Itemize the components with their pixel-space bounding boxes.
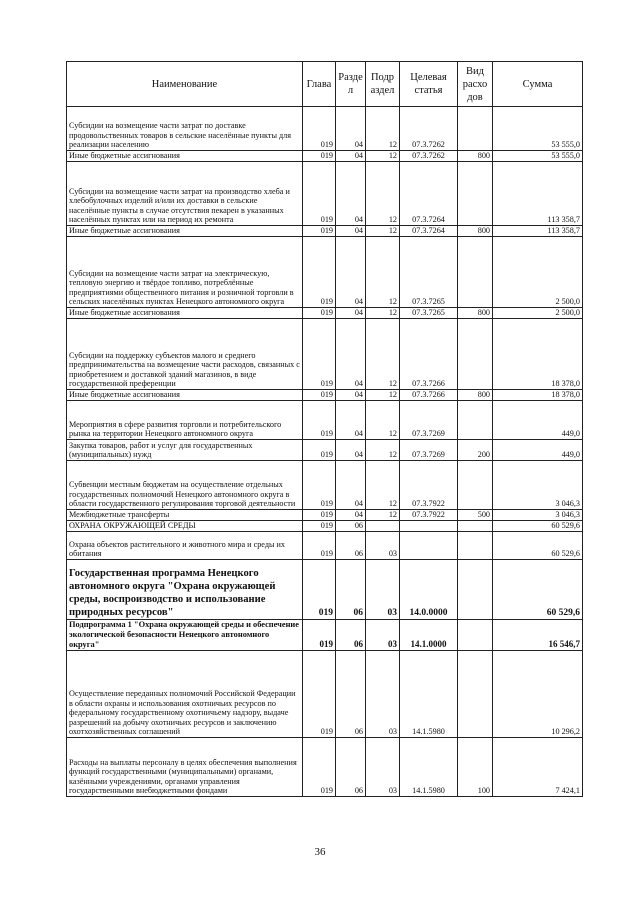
table-row <box>67 521 583 532</box>
table-cell-razdel: 06 <box>336 738 366 797</box>
table-cell-glava: 019 <box>303 308 336 319</box>
table-cell-glava: 019 <box>303 319 336 390</box>
table-cell-name: Подпрограмма 1 "Охрана окружающей среды и обеспечение экологической безопасности Ненецкого автономного округа" <box>67 620 303 651</box>
table-cell-glava: 019 <box>303 738 336 797</box>
table-cell-podrazdel: 03 <box>366 651 400 738</box>
table-cell-statya: 07.3.7269 <box>400 401 458 440</box>
table-cell-name: Осуществление переданных полномочий Российской Федерации в области охраны и использования охотничьих ресурсов по федеральному государственному охотничьему надзору, выдаче разрешений на добычу охотничьих ресурсов и заключению охотхозяйственных соглашений <box>67 651 303 738</box>
table-cell-vid <box>458 319 493 390</box>
table-cell-podrazdel: 12 <box>366 308 400 319</box>
table-cell-podrazdel: 12 <box>366 401 400 440</box>
header-summa: Сумма <box>493 62 583 107</box>
table-cell-name: ОХРАНА ОКРУЖАЮЩЕЙ СРЕДЫ <box>67 521 303 532</box>
table-cell-statya: 07.3.7266 <box>400 390 458 401</box>
table-cell-podrazdel: 12 <box>366 510 400 521</box>
table-cell-summa: 53 555,0 <box>493 151 583 162</box>
table-cell-vid: 200 <box>458 440 493 461</box>
table-cell-summa: 60 529,6 <box>493 560 583 620</box>
table-cell-vid: 800 <box>458 390 493 401</box>
table-cell-podrazdel: 12 <box>366 440 400 461</box>
table-cell-name: Субсидии на возмещение части затрат на производство хлеба и хлебобулочных изделий и/или их доставки в сельские населённые пункты в случае отсутствия пекарен в указанных населённых пунктах или на период их ремонта <box>67 162 303 226</box>
table-header-row <box>67 62 583 107</box>
table-cell-razdel: 04 <box>336 308 366 319</box>
table-row <box>67 107 583 151</box>
table-cell-summa: 60 529,6 <box>493 521 583 532</box>
table-cell-name: Охрана объектов растительного и животного мира и среды их обитания <box>67 532 303 560</box>
table-cell-statya: 07.3.7264 <box>400 162 458 226</box>
table-row <box>67 401 583 440</box>
table-cell-vid <box>458 532 493 560</box>
table-cell-glava: 019 <box>303 532 336 560</box>
table-cell-name: Расходы на выплаты персоналу в целях обеспечения выполнения функций государственными (муниципальными) органами, казёнными учреждениями, органами управления государственными внебюджетными фондами <box>67 738 303 797</box>
table-cell-podrazdel: 03 <box>366 738 400 797</box>
table-cell-vid <box>458 521 493 532</box>
table-cell-summa: 18 378,0 <box>493 319 583 390</box>
table-cell-podrazdel: 12 <box>366 151 400 162</box>
table-cell-summa: 18 378,0 <box>493 390 583 401</box>
table-cell-statya <box>400 532 458 560</box>
table-row <box>67 738 583 797</box>
table-cell-summa: 449,0 <box>493 401 583 440</box>
table-cell-name: Иные бюджетные ассигнования <box>67 308 303 319</box>
table-cell-razdel: 04 <box>336 151 366 162</box>
header-podrazdel: Подр аздел <box>366 62 400 107</box>
table-cell-summa: 7 424,1 <box>493 738 583 797</box>
table-cell-statya: 07.3.7262 <box>400 107 458 151</box>
table-cell-statya: 07.3.7266 <box>400 319 458 390</box>
table-cell-razdel: 04 <box>336 237 366 308</box>
table-cell-razdel: 04 <box>336 510 366 521</box>
table-cell-name: Межбюджетные трансферты <box>67 510 303 521</box>
table-cell-name: Закупка товаров, работ и услуг для государственных (муниципальных) нужд <box>67 440 303 461</box>
table-cell-vid <box>458 401 493 440</box>
table-cell-vid <box>458 620 493 651</box>
table-row <box>67 390 583 401</box>
table-cell-razdel: 04 <box>336 461 366 510</box>
header-glava: Глава <box>303 62 336 107</box>
table-cell-glava: 019 <box>303 226 336 237</box>
table-cell-summa: 16 546,7 <box>493 620 583 651</box>
table-cell-razdel: 06 <box>336 620 366 651</box>
table-cell-podrazdel: 03 <box>366 560 400 620</box>
table-cell-name: Субвенции местным бюджетам на осуществление отдельных государственных полномочий Ненецкого автономного округа в области государственного регулирования торговой деятельности <box>67 461 303 510</box>
table-cell-name: Иные бюджетные ассигнования <box>67 151 303 162</box>
table-body <box>67 107 583 797</box>
table-cell-statya: 07.3.7922 <box>400 510 458 521</box>
budget-table <box>66 61 583 797</box>
table-cell-razdel: 06 <box>336 532 366 560</box>
table-cell-statya: 14.1.0000 <box>400 620 458 651</box>
table-cell-summa: 113 358,7 <box>493 226 583 237</box>
table-cell-summa: 3 046,3 <box>493 461 583 510</box>
table-row <box>67 162 583 226</box>
table-cell-vid <box>458 651 493 738</box>
table-cell-name: Субсидии на возмещение части затрат по доставке продовольственных товаров в сельские населённые пункты для реализации населению <box>67 107 303 151</box>
table-cell-razdel: 04 <box>336 226 366 237</box>
table-row <box>67 319 583 390</box>
header-vid: Вид расхо дов <box>458 62 493 107</box>
table-cell-podrazdel: 12 <box>366 162 400 226</box>
table-cell-glava: 019 <box>303 162 336 226</box>
table-cell-podrazdel: 12 <box>366 237 400 308</box>
header-razdel: Разде л <box>336 62 366 107</box>
table-cell-vid: 100 <box>458 738 493 797</box>
table-cell-name: Мероприятия в сфере развития торговли и потребительского рынка на территории Ненецкого автономного округа <box>67 401 303 440</box>
table-cell-statya: 07.3.7264 <box>400 226 458 237</box>
table-cell-glava: 019 <box>303 401 336 440</box>
table-cell-summa: 2 500,0 <box>493 237 583 308</box>
table-cell-vid <box>458 107 493 151</box>
table-cell-summa: 10 296,2 <box>493 651 583 738</box>
table-cell-glava: 019 <box>303 510 336 521</box>
table-cell-glava: 019 <box>303 620 336 651</box>
table-row <box>67 226 583 237</box>
table-cell-statya: 07.3.7922 <box>400 461 458 510</box>
table-cell-podrazdel: 12 <box>366 226 400 237</box>
table-cell-glava: 019 <box>303 560 336 620</box>
table-cell-statya: 14.1.5980 <box>400 651 458 738</box>
table-cell-vid <box>458 560 493 620</box>
table-cell-summa: 449,0 <box>493 440 583 461</box>
table-row <box>67 461 583 510</box>
table-cell-podrazdel: 03 <box>366 620 400 651</box>
table-row <box>67 532 583 560</box>
table-cell-vid: 800 <box>458 151 493 162</box>
table-cell-name: Иные бюджетные ассигнования <box>67 390 303 401</box>
table-cell-glava: 019 <box>303 151 336 162</box>
table-row <box>67 510 583 521</box>
table-cell-razdel: 04 <box>336 390 366 401</box>
table-cell-podrazdel: 12 <box>366 461 400 510</box>
table-cell-statya: 07.3.7265 <box>400 237 458 308</box>
table-row <box>67 308 583 319</box>
table-cell-razdel: 06 <box>336 521 366 532</box>
table-cell-podrazdel <box>366 521 400 532</box>
table-cell-vid: 800 <box>458 226 493 237</box>
table-cell-razdel: 04 <box>336 401 366 440</box>
table-row <box>67 440 583 461</box>
header-statya: Целевая статья <box>400 62 458 107</box>
table-cell-razdel: 06 <box>336 560 366 620</box>
table-cell-vid <box>458 162 493 226</box>
table-row <box>67 560 583 620</box>
table-cell-statya <box>400 521 458 532</box>
table-cell-razdel: 04 <box>336 440 366 461</box>
table-cell-name: Иные бюджетные ассигнования <box>67 226 303 237</box>
table-cell-statya: 07.3.7269 <box>400 440 458 461</box>
table-cell-summa: 3 046,3 <box>493 510 583 521</box>
table-cell-vid <box>458 461 493 510</box>
table-cell-name: Государственная программа Ненецкого автономного округа "Охрана окружающей среды, воспроизводство и использование природных ресурсов" <box>67 560 303 620</box>
table-cell-vid <box>458 237 493 308</box>
table-cell-glava: 019 <box>303 107 336 151</box>
table-cell-summa: 113 358,7 <box>493 162 583 226</box>
table-row <box>67 651 583 738</box>
table-cell-glava: 019 <box>303 461 336 510</box>
table-cell-vid: 500 <box>458 510 493 521</box>
table-cell-razdel: 06 <box>336 651 366 738</box>
table-cell-glava: 019 <box>303 390 336 401</box>
table-cell-statya: 14.1.5980 <box>400 738 458 797</box>
table-cell-glava: 019 <box>303 440 336 461</box>
table-cell-name: Субсидии на возмещение части затрат на электрическую, тепловую энергию и твёрдое топливо, потреблённые предприятиями общественного питания и розничной торговли в сельских населённых пунктах Ненецкого автономного округа <box>67 237 303 308</box>
table-cell-podrazdel: 03 <box>366 532 400 560</box>
table-cell-vid: 800 <box>458 308 493 319</box>
table-cell-razdel: 04 <box>336 319 366 390</box>
table-cell-glava: 019 <box>303 237 336 308</box>
table-cell-statya: 07.3.7265 <box>400 308 458 319</box>
table-cell-summa: 53 555,0 <box>493 107 583 151</box>
table-row <box>67 237 583 308</box>
page-number: 36 <box>314 846 326 858</box>
table-cell-statya: 07.3.7262 <box>400 151 458 162</box>
table-cell-summa: 2 500,0 <box>493 308 583 319</box>
table-cell-glava: 019 <box>303 521 336 532</box>
table-cell-razdel: 04 <box>336 162 366 226</box>
table-cell-summa: 60 529,6 <box>493 532 583 560</box>
table-cell-statya: 14.0.0000 <box>400 560 458 620</box>
header-name: Наименование <box>67 62 303 107</box>
table-cell-glava: 019 <box>303 651 336 738</box>
table-cell-podrazdel: 12 <box>366 107 400 151</box>
table-row <box>67 151 583 162</box>
table-cell-name: Субсидии на поддержку субъектов малого и среднего предпринимательства на возмещение части расходов, связанных с приобретением и доставкой зданий магазинов, в виде государственной преференции <box>67 319 303 390</box>
table-cell-podrazdel: 12 <box>366 319 400 390</box>
table-cell-razdel: 04 <box>336 107 366 151</box>
table-cell-podrazdel: 12 <box>366 390 400 401</box>
table-row <box>67 620 583 651</box>
